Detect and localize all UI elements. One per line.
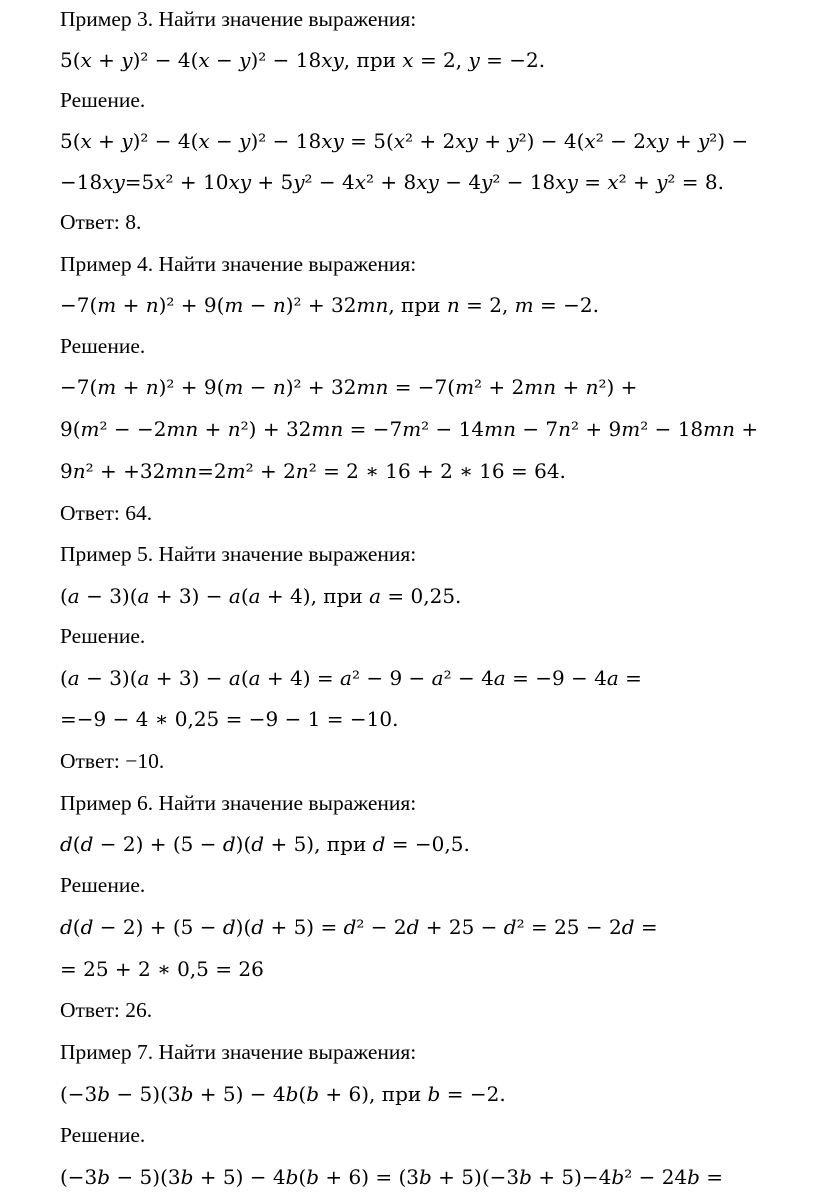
example-4-solution-line-1: −7(𝑚 + 𝑛)² + 9(𝑚 − 𝑛)² + 32𝑚𝑛 = −7(𝑚² + 2𝑚𝑛 + 𝑛²) + bbox=[60, 375, 638, 399]
example-3-solution-line-2: −18𝑥𝑦=5𝑥² + 10𝑥𝑦 + 5𝑦² − 4𝑥² + 8𝑥𝑦 − 4𝑦² − 18𝑥𝑦 = 𝑥² + 𝑦² = 8. bbox=[60, 170, 724, 194]
example-4-answer: Ответ: 64. bbox=[60, 501, 153, 525]
example-5-expression: (𝑎 − 3)(𝑎 + 3) − 𝑎(𝑎 + 4), при 𝑎 = 0,25. bbox=[60, 584, 462, 608]
example-7-expression: (−3𝑏 − 5)(3𝑏 + 5) − 4𝑏(𝑏 + 6), при 𝑏 = −2. bbox=[60, 1082, 506, 1106]
example-3-solution-line-1: 5(𝑥 + 𝑦)² − 4(𝑥 − 𝑦)² − 18𝑥𝑦 = 5(𝑥² + 2𝑥𝑦 + 𝑦²) − 4(𝑥² − 2𝑥𝑦 + 𝑦²) − bbox=[60, 129, 749, 153]
example-4-solution-label: Решение. bbox=[60, 334, 146, 358]
example-5-title: Пример 5. Найти значение выражения: bbox=[60, 542, 417, 566]
example-7-solution-line-1: (−3𝑏 − 5)(3𝑏 + 5) − 4𝑏(𝑏 + 6) = (3𝑏 + 5)(−3𝑏 + 5)−4𝑏² − 24𝑏 = bbox=[60, 1165, 724, 1189]
example-3-expression: 5(𝑥 + 𝑦)² − 4(𝑥 − 𝑦)² − 18𝑥𝑦, при 𝑥 = 2, 𝑦 = −2. bbox=[60, 48, 546, 72]
example-6-answer: Ответ: 26. bbox=[60, 998, 153, 1022]
example-5-solution-line-2: =−9 − 4 ∗ 0,25 = −9 − 1 = −10. bbox=[60, 707, 399, 731]
example-4-solution-line-2: 9(𝑚² − −2𝑚𝑛 + 𝑛²) + 32𝑚𝑛 = −7𝑚² − 14𝑚𝑛 − 7𝑛² + 9𝑚² − 18𝑚𝑛 + bbox=[60, 417, 759, 441]
example-7-solution-label: Решение. bbox=[60, 1123, 146, 1147]
example-4-title: Пример 4. Найти значение выражения: bbox=[60, 252, 417, 276]
example-6-solution-label: Решение. bbox=[60, 873, 146, 897]
example-3-answer: Ответ: 8. bbox=[60, 210, 142, 234]
example-6-solution-line-1: 𝑑(𝑑 − 2) + (5 − 𝑑)(𝑑 + 5) = 𝑑² − 2𝑑 + 25 − 𝑑² = 25 − 2𝑑 = bbox=[60, 915, 658, 939]
example-5-answer: Ответ: −10. bbox=[60, 749, 165, 773]
example-6-expression: 𝑑(𝑑 − 2) + (5 − 𝑑)(𝑑 + 5), при 𝑑 = −0,5. bbox=[60, 832, 470, 856]
example-3-title: Пример 3. Найти значение выражения: bbox=[60, 7, 417, 31]
example-5-solution-line-1: (𝑎 − 3)(𝑎 + 3) − 𝑎(𝑎 + 4) = 𝑎² − 9 − 𝑎² − 4𝑎 = −9 − 4𝑎 = bbox=[60, 666, 642, 690]
example-3-solution-label: Решение. bbox=[60, 88, 146, 112]
example-6-title: Пример 6. Найти значение выражения: bbox=[60, 791, 417, 815]
example-4-solution-line-3: 9𝑛² + +32𝑚𝑛=2𝑚² + 2𝑛² = 2 ∗ 16 + 2 ∗ 16 = 64. bbox=[60, 459, 566, 483]
example-5-solution-label: Решение. bbox=[60, 624, 146, 648]
example-4-expression: −7(𝑚 + 𝑛)² + 9(𝑚 − 𝑛)² + 32𝑚𝑛, при 𝑛 = 2, 𝑚 = −2. bbox=[60, 293, 599, 317]
example-7-title: Пример 7. Найти значение выражения: bbox=[60, 1040, 417, 1064]
example-6-solution-line-2: = 25 + 2 ∗ 0,5 = 26 bbox=[60, 957, 264, 981]
